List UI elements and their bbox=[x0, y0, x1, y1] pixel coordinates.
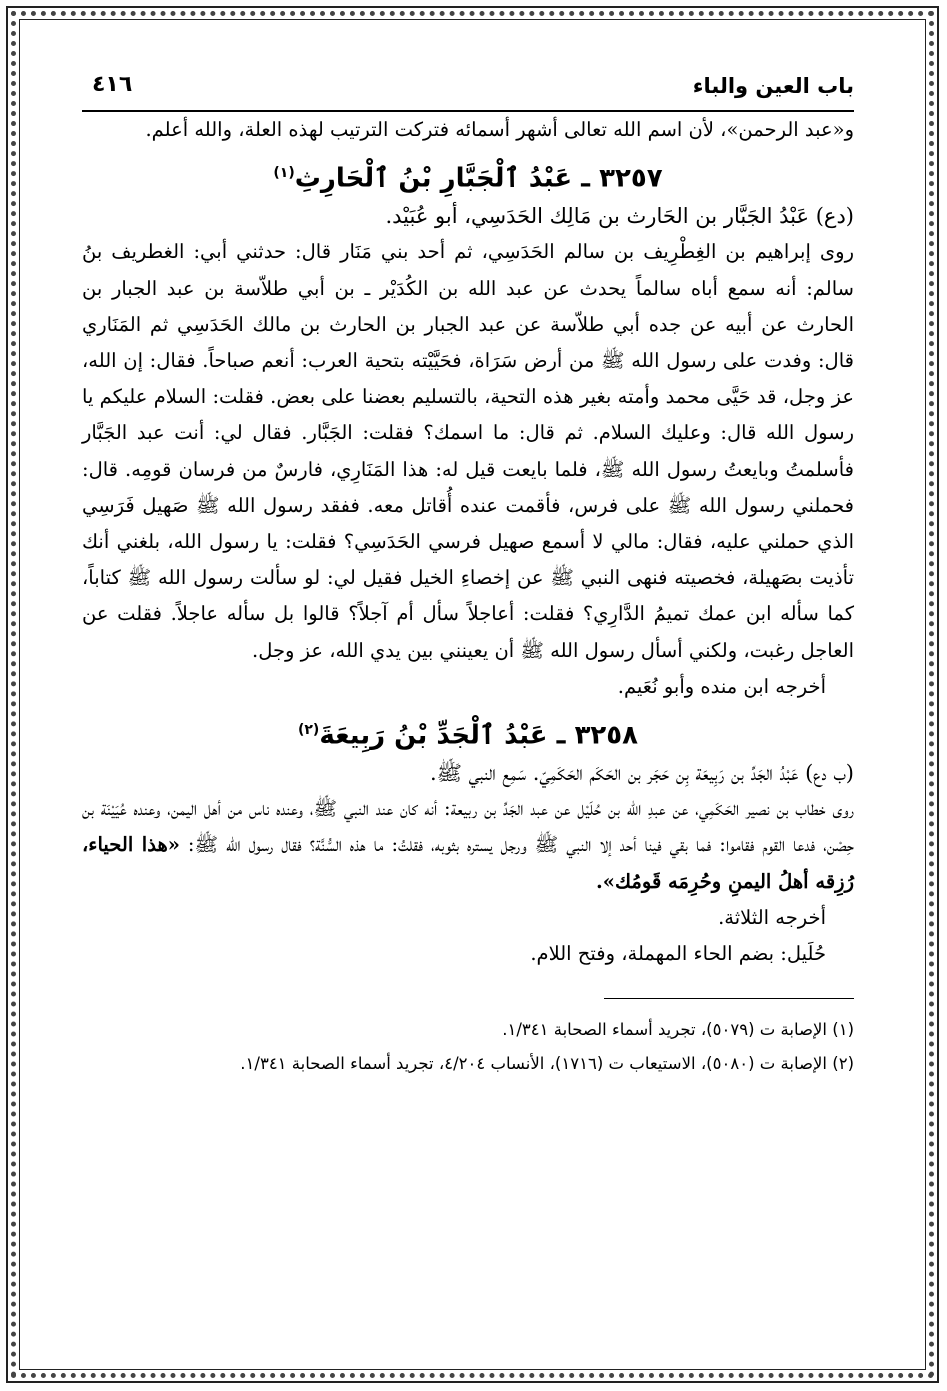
narration-paragraph: روى إبراهيم بن الغِطْرِيف بن سالم الحَدَسِي، ثم أحد بني مَنَار قال: حدثني أبي: الغطريف بنُ سالم: أنه سمع أباه سالماً يحدث عن عبد الله بن الكُدَيْر ـ بن أبي طلاّسة بن عبد الجبار بن الحارث عن أبيه عن جده أبي طلاّسة عن عبد الجبار بن الحارث بن مالك الحَدَسِي ثم المَنَاري قال: وفدت على رسول الله ﷺ من أرض سَرَاة، فحَيَّيْته بتحية العرب: أنعم صباحاً. فقال: إن الله، عز وجل، قد حَيَّى محمد وأمته بغير هذه التحية، بالتسليم بعضنا على بعض. فقلت: السلام عليكم يا رسول الله قال: وعليك السلام. ثم قال: ما اسمك؟ فقلت: الجَبَّار. فقال لي: أنت عبد الجَبَّار فأسلمتُ وبايعتُ رسول الله ﷺ، فلما بايعت قيل له: هذا المَنَارِي، فارسٌ من فرسان قومِه. قال: فحملني رسول الله ﷺ على فرس، فأقمت عنده أُقاتل معه. ففقد رسول الله ﷺ صَهيل فَرَسِي الذي حملني عليه، فقال: مالي لا أسمع صهيل فرسي الحَدَسِي؟ فقلت: يا رسول الله، بلغني أنك تأذيت بصَهيلة، فخصيته فنهى النبي ﷺ عن إخصاءِ الخيل فقيل لي: لو سألت رسول الله ﷺ كتاباً، كما سأله ابن عمك تميمُ الدَّارِي؟ فقلت: أعاجلاً سأل أم آجلاً؟ قالوا بل سأله عاجلاً. فقلت عن العاجل رغبت، ولكني أسأل رسول الله ﷺ أن يعينني بين يدي الله، عز وجل. bbox=[82, 240, 854, 662]
footnotes bbox=[82, 1013, 854, 1081]
running-header bbox=[82, 70, 854, 112]
footnote-separator bbox=[604, 998, 854, 999]
chapter-title: باب العين والباء bbox=[692, 74, 854, 98]
entry-heading-3258 bbox=[82, 705, 854, 755]
entry-intro: (ب دع) عَبْدُ الجَدِّ بن رَبِيعَة بِن حَجَر بن الحَكَم الحَكَمِيّ. سَمِع النبي ﷺ. bbox=[429, 761, 854, 786]
narration-paragraph bbox=[82, 791, 854, 900]
hadith-quote: «هذا الحياء، رُزِقه أهلُ اليمنِ وحُرِمَه قَومُك». bbox=[82, 833, 854, 893]
lead-paragraph: و«عبد الرحمن»، لأن اسم الله تعالى أشهر أسمائه فتركت الترتيب لهذه العلة، والله أعلم. bbox=[145, 118, 854, 141]
entry-title: ٣٢٥٨ ـ عَبْدُ ٱلْجَدِّ بْنُ رَبِيعَةَ bbox=[319, 720, 639, 751]
footnote-ref: (٢) bbox=[297, 722, 320, 739]
source-note: أخرجه الثلاثة. bbox=[718, 905, 826, 929]
entry-title: ٣٢٥٧ ـ عَبْدُ ٱلْجَبَّارِ بْنُ ٱلْحَارِثِ bbox=[294, 163, 663, 194]
main-text bbox=[82, 112, 854, 972]
entry-heading-3257 bbox=[82, 148, 854, 198]
orthography-note: حُلَيل: بضم الحاء المهملة، وفتح اللام. bbox=[530, 942, 826, 966]
footnote-ref: (١) bbox=[273, 165, 295, 182]
book-page bbox=[82, 70, 854, 1320]
narration-text: روى خطاب بن نصير الحَكَمِي، عن عبدِ الله بن حُلَيْل عن عبد الجَدِّ بن ربيعة: أنه كان عند النبي ﷺ، وعنده ناس من أهل اليمن، وعنده عُيَيْنَة بن حِصْن، فدعا القوم فقاموا: فما بقي فينا أحد إلا النبي ﷺ ورجل يستره بثوبه، فقلتُ: ما هذه السُّنَّة؟ فقال رسول الله ﷺ: bbox=[82, 797, 854, 857]
footnote-1: (١) الإصابة ت (٥٠٧٩)، تجريد أسماء الصحابة ١/٣٤١. bbox=[502, 1020, 854, 1040]
source-note: أخرجه ابن منده وأبو نُعَيم. bbox=[617, 674, 826, 698]
page-number: ٤١٦ bbox=[92, 72, 133, 97]
entry-intro: (دع) عَبْدُ الجَبَّار بن الحَارث بن مَالِك الحَدَسِي، أبو عُبَيْد. bbox=[385, 204, 854, 229]
footnote-2: (٢) الإصابة ت (٥٠٨٠)، الاستيعاب ت (١٧١٦)، الأنساب ٤/٢٠٤، تجريد أسماء الصحابة ١/٣٤١. bbox=[240, 1054, 854, 1074]
